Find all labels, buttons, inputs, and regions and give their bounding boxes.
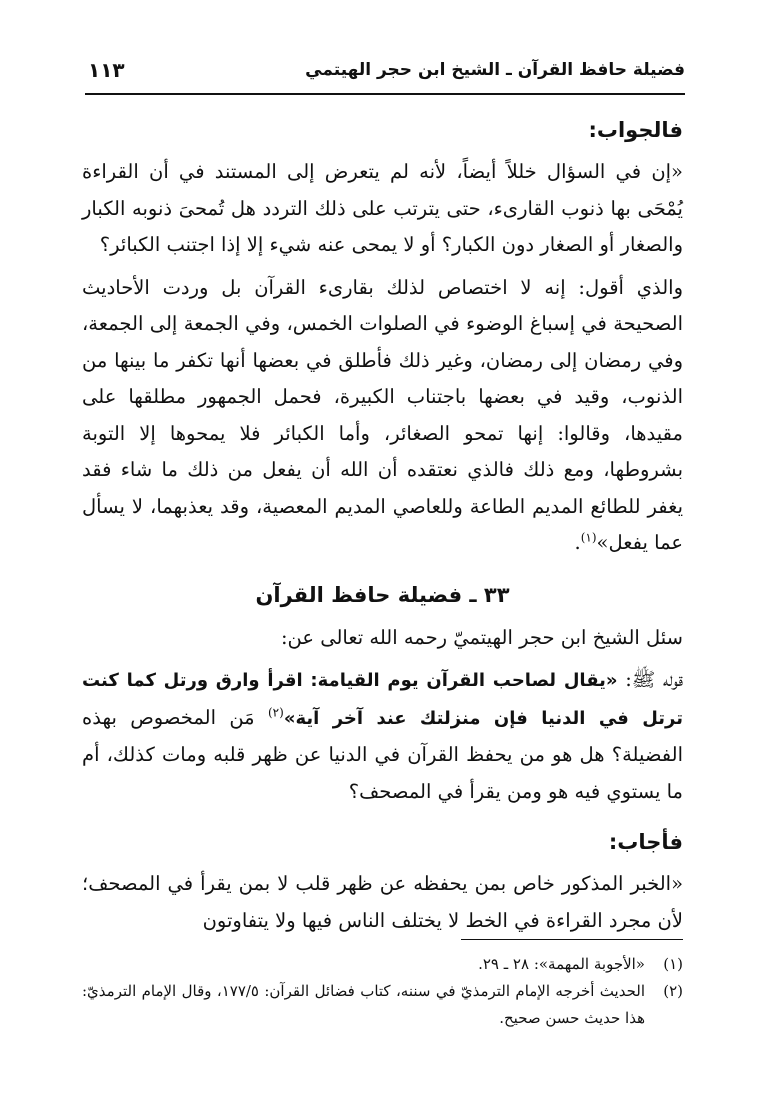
footnote-ref-1: (١) <box>580 530 597 545</box>
question-intro: سئل الشيخ ابن حجر الهيتميّ رحمه الله تعالى عن: <box>280 625 683 649</box>
footnotes <box>82 951 683 1032</box>
answer-paragraph-1: «إن في السؤال خللاً أيضاً، لأنه لم يتعرض إلى المستند في أن القراءة يُمْحَى بها ذنوب القارىء، حتى يترتب على ذلك التردد هل تُمحىَ ذنوبه الكبار والصغار أو الصغار دون الكبار؟ أو لا يمحى عنه شيء إلا إذا اجتنب الكبائر؟ <box>82 160 683 256</box>
section-title: ٣٣ ـ فضيلة حافظ القرآن <box>255 582 510 607</box>
running-title: فضيلة حافظ القرآن ـ الشيخ ابن حجر الهيتمي <box>305 60 685 80</box>
main-text <box>82 112 683 939</box>
answer-heading: فالجواب: <box>588 118 683 142</box>
hadith-text: «يقال لصاحب القرآن يوم القيامة: اقرأ وارق ورتل كما كنت ترتل في الدنيا فإن منزلتك عند آخر آية» <box>82 670 684 729</box>
answer-paragraph-2 <box>82 270 683 562</box>
question-lead: قوله ﷺ: <box>617 668 683 691</box>
footnote-1-text: «الأجوبة المهمة»: ٢٨ ـ ٢٩. <box>478 955 645 973</box>
footnote-2-number: (٢) <box>663 982 684 1000</box>
reply-heading: فأجاب: <box>608 830 683 854</box>
footnote-2 <box>82 978 683 1032</box>
footnote-2-text: الحديث أخرجه الإمام الترمذيّ في سننه، كتاب فضائل القرآن: ١٧٧/٥، وقال الإمام الترمذيّ: هذا حديث حسن صحيح. <box>82 982 646 1027</box>
answer-paragraph-2-end: . <box>574 531 581 554</box>
footnote-rule <box>461 939 683 940</box>
footnote-ref-2: (٢) <box>267 705 284 719</box>
question-rest: مَن المخصوص بهذه الفضيلة؟ هل هو من يحفظ القرآن في الدنيا عن ظهر قلبه ومات كذلك، أم ما يستوي فيه هو ومن يقرأ في المصحف؟ <box>82 705 683 803</box>
footnote-1 <box>82 951 683 978</box>
header-rule <box>85 93 685 95</box>
reply-paragraph: «الخبر المذكور خاص بمن يحفظه عن ظهر قلب لا بمن يقرأ في المصحف؛ لأن مجرد القراءة في الخط لا يختلف الناس فيها ولا يتفاوتون <box>82 872 683 932</box>
footnote-1-number: (١) <box>663 955 683 973</box>
answer-paragraph-2-text: والذي أقول: إنه لا اختصاص لذلك بقارىء القرآن بل وردت الأحاديث الصحيحة في إسباغ الوضوء في الصلوات الخمس، وفي الجمعة إلى الجمعة، وفي رمضان إلى رمضان، وغير ذلك فأطلق في بعضها أنها تكفر ما بينها من الذنوب، وقيد في بعضها باجتناب الكبيرة، فحمل الجمهور مطلقها على مقيدها، وقالوا: إنها تمحو الصغائر، وأما الكبائر فلا يمحوها إلا التوبة بشروطها، ومع ذلك فالذي نعتقده أن الله أن يفعل من ذلك ما شاء فقد يغفر للطائع المديم الطاعة وللعاصي المديم المعصية، وقد يعذبهما، لا يسأل عما يفعل» <box>82 275 683 554</box>
page-number: ١١٣ <box>88 58 125 82</box>
question-paragraph <box>82 662 683 810</box>
running-header <box>88 58 685 90</box>
